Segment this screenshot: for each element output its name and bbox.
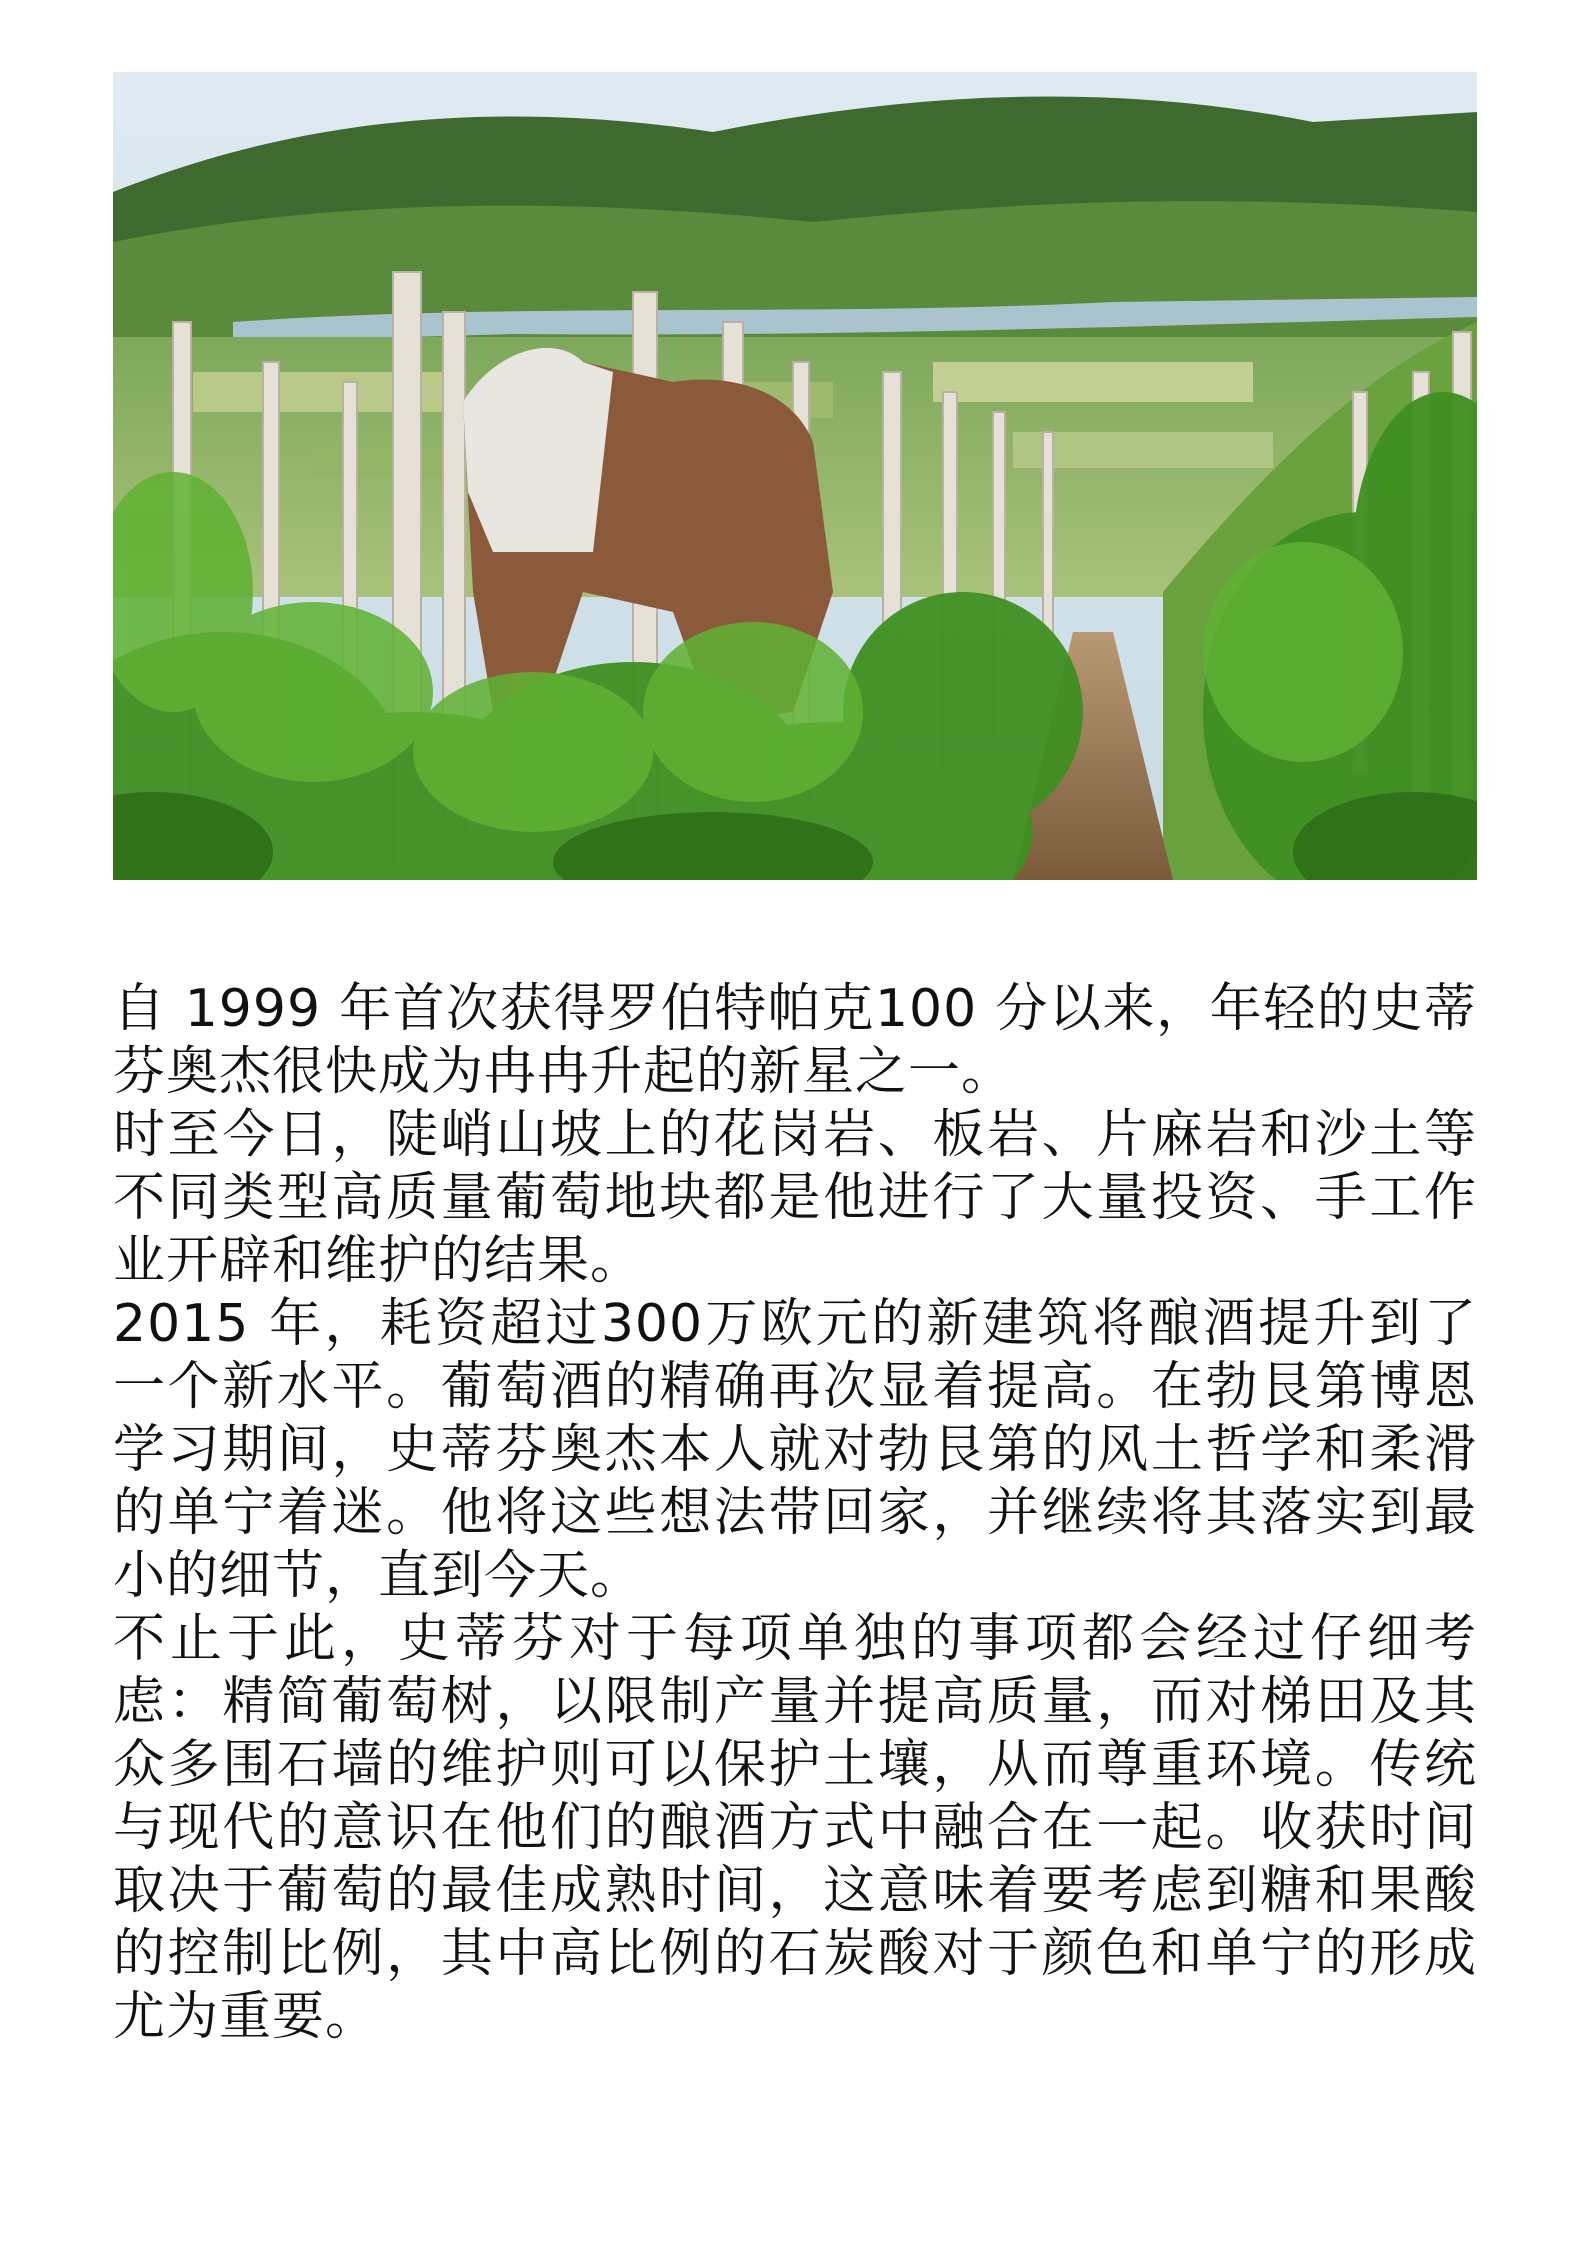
article-body (113, 978, 1477, 2049)
vineyard-photo (113, 72, 1477, 880)
paragraph-intro: 自 1999 年首次获得罗伯特帕克100 分以来，年轻的史蒂芬奥杰很快成为冉冉升起的新星之一。 (113, 979, 1477, 1102)
paragraph-terroir: 时至今日，陡峭山坡上的花岗岩、板岩、片麻岩和沙土等不同类型高质量葡萄地块都是他进行了大量投资、手工作业开辟和维护的结果。 (113, 1105, 1477, 1291)
paragraph-philosophy: 不止于此，史蒂芬对于每项单独的事项都会经过仔细考虑：精简葡萄树，以限制产量并提高质量，而对梯田及其众多围石墙的维护则可以保护土壤，从而尊重环境。传统与现代的意识在他们的酿酒方式中融合在一起。收获时间取决于葡萄的最佳成熟时间，这意味着要考虑到糖和果酸的控制比例，其中高比例的石炭酸对于颜色和单宁的形成尤为重要。 (113, 1609, 1477, 2047)
vineyard-illustration (113, 72, 1477, 880)
paragraph-winery: 2015 年，耗资超过300万欧元的新建筑将酿酒提升到了一个新水平。葡萄酒的精确再次显着提高。在勃艮第博恩学习期间，史蒂芬奥杰本人就对勃艮第的风土哲学和柔滑的单宁着迷。他将这些想法带回家，并继续将其落实到最小的细节，直到今天。 (113, 1294, 1477, 1606)
